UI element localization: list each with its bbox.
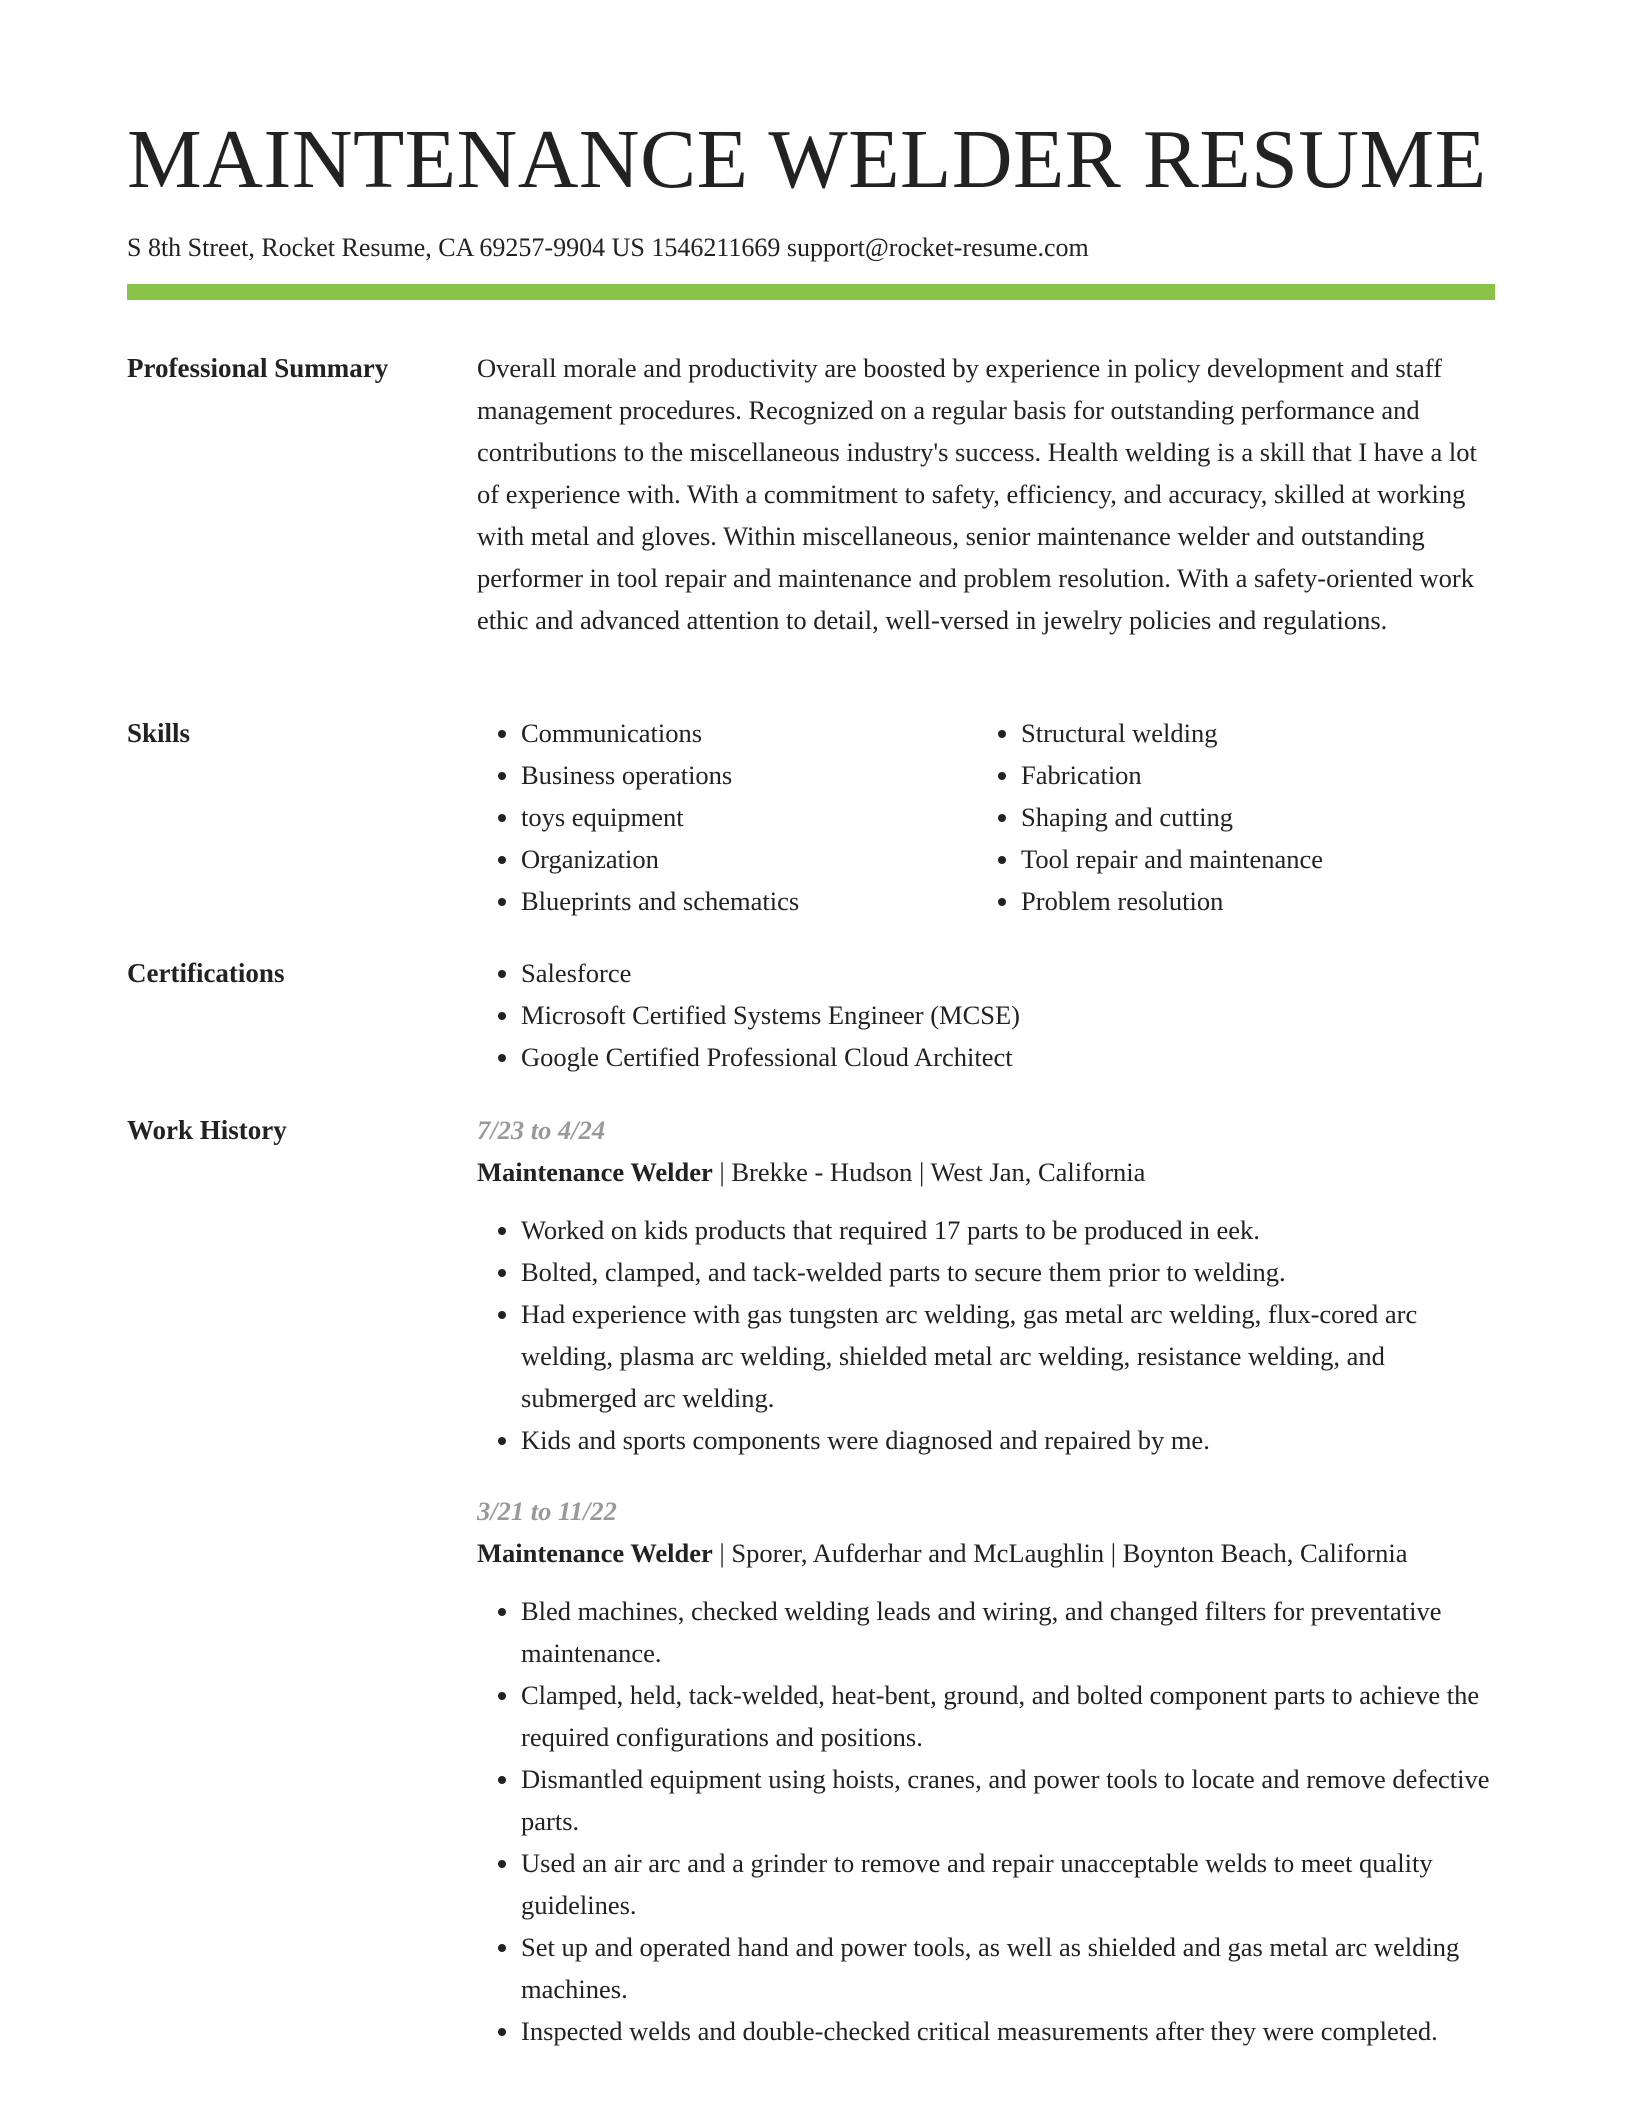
skills-column-left: [477, 712, 977, 922]
certifications-body: [477, 952, 1495, 1078]
job-title: Maintenance Welder: [477, 1538, 713, 1568]
skill-item: • Problem resolution: [1021, 880, 1477, 922]
skill-item: • Blueprints and schematics: [521, 880, 977, 922]
job-bullet: • Had experience with gas tungsten arc welding, gas metal arc welding, flux-cored arc welding, plasma arc welding, shielded metal arc welding, resistance welding, and submerged arc welding.: [521, 1293, 1495, 1419]
resume-title: MAINTENANCE WELDER RESUME: [127, 113, 1487, 206]
job-bullet: • Inspected welds and double-checked critical measurements after they were completed.: [521, 2010, 1495, 2052]
skill-item: • Organization: [521, 838, 977, 880]
skill-item: • toys equipment: [521, 796, 977, 838]
contact-line: S 8th Street, Rocket Resume, CA 69257-9904 US 1546211669 support@rocket-resume.com: [127, 233, 1089, 262]
certification-item: • Google Certified Professional Cloud Architect: [521, 1036, 1495, 1078]
job-entry: [477, 1490, 1495, 2052]
skill-item: • Business operations: [521, 754, 977, 796]
job-dates: 7/23 to 4/24: [477, 1115, 606, 1145]
job-bullet-list: [477, 1209, 1495, 1461]
skills-column-right: [977, 712, 1477, 922]
job-bullet: • Set up and operated hand and power tools, as well as shielded and gas metal arc welding machines.: [521, 1926, 1495, 2010]
skill-item: • Communications: [521, 712, 977, 754]
skill-item: • Tool repair and maintenance: [1021, 838, 1477, 880]
certification-item: • Salesforce: [521, 952, 1495, 994]
job-bullet: • Kids and sports components were diagnosed and repaired by me.: [521, 1419, 1495, 1461]
skill-item: • Shaping and cutting: [1021, 796, 1477, 838]
job-bullet: • Bled machines, checked welding leads and wiring, and changed filters for preventative maintenance.: [521, 1590, 1495, 1674]
job-details: | Brekke - Hudson | West Jan, California: [712, 1157, 1146, 1187]
summary-heading: Professional Summary: [127, 353, 389, 383]
summary-body: [477, 347, 1495, 641]
skills-list-left: [477, 712, 977, 922]
certifications-list: [477, 952, 1495, 1078]
skill-item: • Structural welding: [1021, 712, 1477, 754]
job-details: | Sporer, Aufderhar and McLaughlin | Boynton Beach, California: [712, 1538, 1408, 1568]
job-bullet: • Worked on kids products that required 17 parts to be produced in eek.: [521, 1209, 1495, 1251]
job-heading: [477, 1151, 1495, 1193]
job-dates: 3/21 to 11/22: [477, 1496, 617, 1526]
work-history-heading: Work History: [127, 1115, 287, 1145]
job-bullet: • Used an air arc and a grinder to remove and repair unacceptable welds to meet quality guidelines.: [521, 1842, 1495, 1926]
job-heading: [477, 1532, 1495, 1574]
accent-divider: [127, 284, 1495, 300]
job-bullet: • Clamped, held, tack-welded, heat-bent, ground, and bolted component parts to achieve the required configurations and positions.: [521, 1674, 1495, 1758]
certification-item: • Microsoft Certified Systems Engineer (MCSE): [521, 994, 1495, 1036]
job-bullet-list: [477, 1590, 1495, 2052]
summary-text: Overall morale and productivity are boosted by experience in policy development and staff management procedures. Recognized on a regular basis for outstanding performance and contributions to the miscellaneous industry's success. Health welding is a skill that I have a lot of experience with. With a commitment to safety, efficiency, and accuracy, skilled at working with metal and gloves. Within miscellaneous, senior maintenance welder and outstanding performer in tool repair and maintenance and problem resolution. With a safety-oriented work ethic and advanced attention to detail, well-versed in jewelry policies and regulations.: [477, 353, 1477, 635]
skills-list-right: [977, 712, 1477, 922]
certifications-heading: Certifications: [127, 958, 285, 988]
job-bullet: • Dismantled equipment using hoists, cranes, and power tools to locate and remove defective parts.: [521, 1758, 1495, 1842]
skill-item: • Fabrication: [1021, 754, 1477, 796]
job-bullet: • Bolted, clamped, and tack-welded parts to secure them prior to welding.: [521, 1251, 1495, 1293]
skills-body: [477, 712, 1495, 922]
job-entry: [477, 1109, 1495, 1461]
job-title: Maintenance Welder: [477, 1157, 713, 1187]
skills-heading: Skills: [127, 718, 191, 748]
